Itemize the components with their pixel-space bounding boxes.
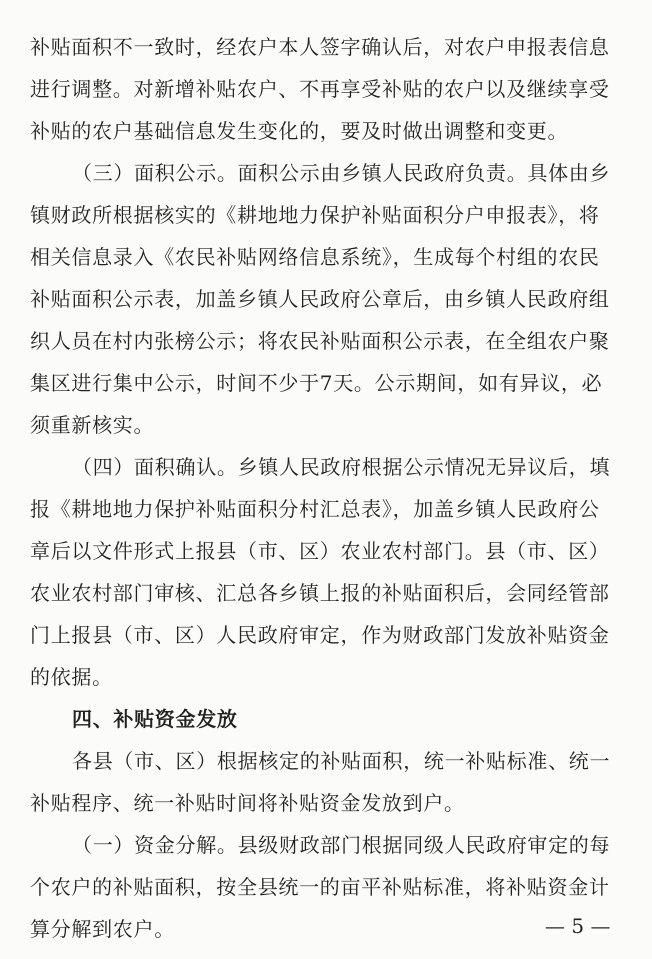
body-line: 补贴面积不一致时，经农户本人签字确认后，对农户申报表信息 xyxy=(30,35,610,59)
body-line: 补贴程序、统一补贴时间将补贴资金发放到户。 xyxy=(30,791,465,815)
paragraph-first-line: 各县（市、区）根据核定的补贴面积，统一补贴标准、统一 xyxy=(72,749,611,773)
page-number: — 5 — xyxy=(545,914,611,938)
body-line: 须重新核实。 xyxy=(30,413,155,437)
body-line: 农业农村部门审核、汇总各乡镇上报的补贴面积后，会同经管部 xyxy=(30,581,610,605)
body-line: 镇财政所根据核实的《耕地地力保护补贴面积分户申报表》，将 xyxy=(30,203,600,227)
paragraph-first-line: （三）面积公示。面积公示由乡镇人民政府负责。具体由乡 xyxy=(72,161,611,185)
paragraph-first-line: （四）面积确认。乡镇人民政府根据公示情况无异议后，填 xyxy=(72,455,611,479)
body-line: 相关信息录入《农民补贴网络信息系统》，生成每个村组的农民 xyxy=(30,245,600,269)
body-line: 个农户的补贴面积，按全县统一的亩平补贴标准，将补贴资金计 xyxy=(30,875,610,899)
body-line: 集区进行集中公示，时间不少于7天。公示期间，如有异议，必 xyxy=(30,371,603,395)
body-line: 补贴面积公示表，加盖乡镇人民政府公章后，由乡镇人民政府组 xyxy=(30,287,610,311)
body-line: 算分解到农户。 xyxy=(30,917,175,941)
body-line: 补贴的农户基础信息发生变化的，要及时做出调整和变更。 xyxy=(30,119,569,143)
paragraph-first-line: （一）资金分解。县级财政部门根据同级人民政府审定的每 xyxy=(72,833,611,857)
body-line: 门上报县（市、区）人民政府审定，作为财政部门发放补贴资金 xyxy=(30,623,610,647)
body-line: 进行调整。对新增补贴农户、不再享受补贴的农户以及继续享受 xyxy=(30,77,610,101)
body-line: 的依据。 xyxy=(30,665,113,689)
section-heading: 四、补贴资金发放 xyxy=(72,707,238,731)
body-line: 织人员在村内张榜公示；将农民补贴面积公示表，在全组农户聚 xyxy=(30,329,610,353)
body-line: 报《耕地地力保护补贴面积分村汇总表》，加盖乡镇人民政府公 xyxy=(30,497,600,521)
body-line: 章后以文件形式上报县（市、区）农业农村部门。县（市、区） xyxy=(30,539,610,563)
